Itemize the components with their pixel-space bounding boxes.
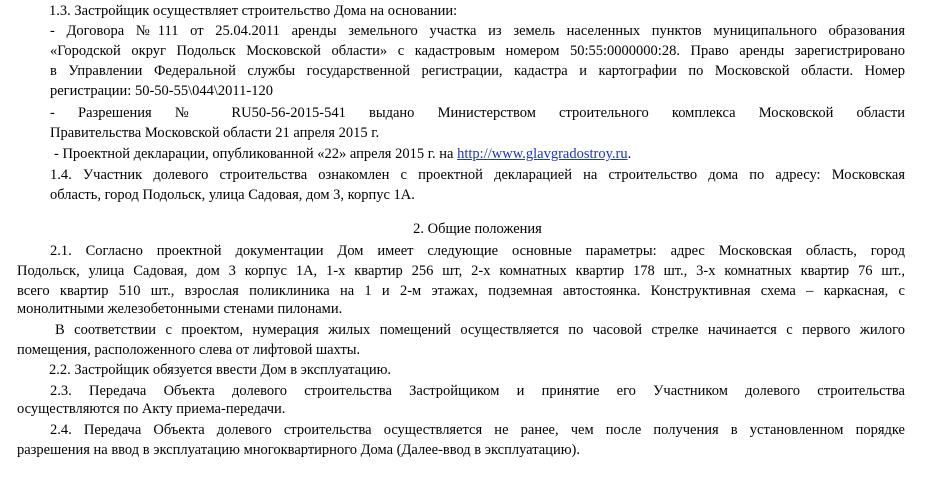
clause-2-2: 2.2. Застройщик обязуется ввести Дом в эксплуатацию. (49, 362, 392, 378)
clause-1-3-item1-line1: - Договора №111 от 25.04.2011 аренды земельного участка из земель населенных пунктов муниципального образования (50, 23, 905, 39)
clause-2-4-line2: разрешения на ввод в эксплуатацию многоквартирного Дома (Далее-ввод в эксплуатацию). (17, 442, 580, 458)
clause-1-3-item1-line3: в Управлении Федеральной службы государственной регистрации, кадастра и картографии по Московской области. Номер (50, 63, 905, 79)
clause-1-3-intro: 1.3. Застройщик осуществляет строительство Дома на основании: (49, 3, 458, 19)
clause-1-4-line1: 1.4. Участник долевого строительства ознакомлен с проектной декларацией на строительство дома по адресу: Московская (50, 167, 905, 183)
section-2-heading: 2. Общие положения (413, 221, 542, 237)
clause-1-3-item1-line4: регистрации: 50-50-55\044\2011-120 (50, 83, 273, 99)
clause-1-4-line2: область, город Подольск, улица Садовая, дом 3, корпус 1А. (50, 187, 415, 203)
clause-2-1-line1: 2.1. Согласно проектной документации Дом имеет следующие основные параметры: адрес Московская область, город (50, 243, 905, 259)
declaration-link[interactable]: http://www.glavgradostroy.ru (457, 146, 628, 162)
numbering-paragraph-line2: помещения, расположенного слева от лифтовой шахты. (17, 342, 361, 358)
clause-1-3-item3-text: - Проектной декларации, опубликованной «22» апреля 2015 г. на (54, 146, 454, 162)
clause-1-3-item2-line2: Правительства Московской области 21 апреля 2015 г. (50, 125, 380, 141)
clause-1-3-item2-line1: - Разрешения № RU50-56-2015-541 выдано Министерством строительного комплекса Московской области (50, 105, 905, 121)
clause-2-1-line4: монолитными железобетонными стенами пилонами. (17, 301, 343, 317)
clause-2-4-line1: 2.4. Передача Объекта долевого строительства осуществляется не ранее, чем после получения в установленном порядке (50, 422, 905, 438)
clause-1-3-item3 (54, 145, 631, 164)
clause-1-3-item1-line2: «Городской округ Подольск Московской области» с кадастровым номером 50:55:0000000:28. Право аренды зарегистрировано (50, 43, 905, 59)
clause-2-1-line2: Подольск, улица Садовая, дом 3 корпус 1А, 1-х квартир 256 шт, 2-х комнатных квартир 178 шт., 3-х комнатных квартир 76 шт., (17, 263, 905, 279)
numbering-paragraph-line1: В соответствии с проектом, нумерация жилых помещений осуществляется по часовой стрелке начинается с первого жилого (55, 322, 905, 338)
clause-1-3-item3-end: . (627, 146, 632, 162)
clause-2-3-line1: 2.3. Передача Объекта долевого строительства Застройщиком и принятие его Участником долевого строительства (50, 383, 905, 399)
clause-2-1-line3: всего квартир 510 шт., взрослая поликлиника на 1 и 2-м этажах, подземная автостоянка. Конструктивная схема – каркасная, с (17, 283, 905, 299)
clause-2-3-line2: осуществляются по Акту приема-передачи. (17, 401, 286, 417)
